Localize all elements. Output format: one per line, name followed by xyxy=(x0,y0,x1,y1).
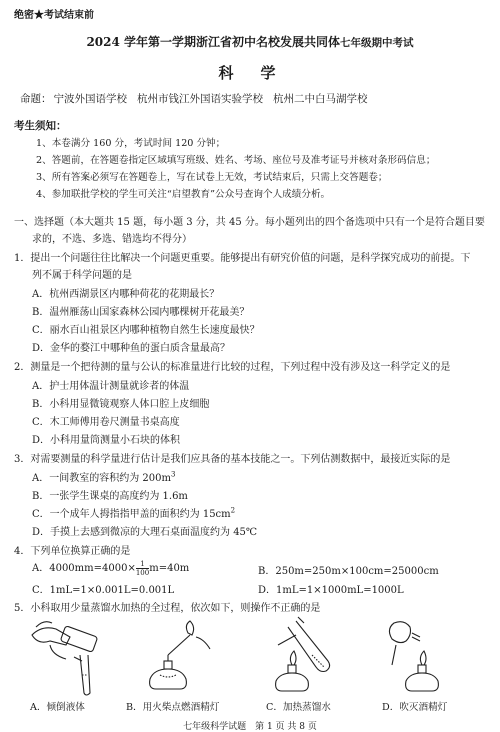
subject-title: 科 学 xyxy=(218,64,282,82)
question-1-option-b: B．温州雁荡山国家森林公园内哪棵树开花最美？ xyxy=(32,307,250,318)
exam-title-grade: 七年级期中考试 xyxy=(340,37,414,49)
question-1-stem-cont: 列不属于科学问题的是 xyxy=(32,270,132,281)
note-item: 2、答题前，在答题卷指定区域填写班级、姓名、考场、座位号及准考证号并核对条形码信息； xyxy=(36,155,436,166)
option-text: C．一个成年人拇指指甲盖的面积约为 15cm xyxy=(32,509,231,520)
question-3-option-c xyxy=(32,505,235,520)
heating-water-figure xyxy=(268,615,348,697)
question-1-option-c: C．丽水百山祖景区内哪种植物自然生长速度最快？ xyxy=(32,325,260,336)
pouring-liquid-figure xyxy=(22,615,112,697)
question-4-option-d: D．1mL=1×1000mL=1000L xyxy=(258,585,404,596)
author-school-3: 杭州二中白马湖学校 xyxy=(273,93,368,105)
figure-label-c: C．加热蒸馏水 xyxy=(266,702,331,713)
question-2-option-a: A．护士用体温计测量就诊者的体温 xyxy=(32,381,190,392)
notes-title: 考生须知： xyxy=(14,120,67,132)
option-sup: 3 xyxy=(170,470,176,479)
light-alcohol-lamp-figure xyxy=(138,615,218,697)
section-heading: 一、选择题（本大题共 15 题，每小题 3 分，共 45 分。每小题列出的四个备选项中只有一个是符合题目要 xyxy=(14,217,485,228)
author-school-2: 杭州市钱江外国语实验学校 xyxy=(137,93,263,105)
question-4-stem: 4．下列单位换算正确的是 xyxy=(14,546,131,557)
note-item: 1、本卷满分 160 分，考试时间 120 分钟； xyxy=(36,138,226,149)
fraction-numerator: 1 xyxy=(140,560,145,568)
question-2-option-c: C．木工师傅用卷尺测量书桌高度 xyxy=(32,417,180,428)
option-sup: 2 xyxy=(230,506,236,515)
figure-label-b: B．用火柴点燃酒精灯 xyxy=(126,702,220,713)
question-4-option-c: C．1mL=1×0.001L=0.001L xyxy=(32,585,175,596)
secret-label: 绝密★考试结束前 xyxy=(14,10,94,21)
question-5-stem: 5．小科取用少量蒸馏水加热的全过程，依次如下，则操作不正确的是 xyxy=(14,603,321,614)
figure-label-d: D．吹灭酒精灯 xyxy=(382,702,448,713)
note-item: 4、参加联批学校的学生可关注“启望教育”公众号查询个人成绩分析。 xyxy=(36,189,331,200)
page-footer: 七年级科学试题 第 1 页 共 8 页 xyxy=(183,722,317,732)
blow-out-lamp-figure xyxy=(372,615,462,697)
question-3-option-d: D．手摸上去感到微凉的大理石桌面温度约为 45℃ xyxy=(32,527,258,538)
question-1-option-d: D．金华的婺江中哪种鱼的蛋白质含量最高？ xyxy=(32,343,231,354)
question-3-option-a xyxy=(32,469,175,484)
author-school-1: 宁波外国语学校 xyxy=(53,93,127,105)
section-heading-cont: 求的，不选、多选、错选均不得分） xyxy=(32,234,192,245)
figure-label-a: A．倾倒液体 xyxy=(30,702,85,713)
question-4-option-b: B．250m=250m×100cm=25000cm xyxy=(258,566,439,577)
question-3-stem: 3．对需要测量的科学量进行估计是我们应具备的基本技能之一。下列估测数据中，最接近实际的是 xyxy=(14,454,451,465)
question-2-stem: 2．测量是一个把待测的量与公认的标准量进行比较的过程，下列过程中没有涉及这一科学定义的是 xyxy=(14,362,451,373)
question-1-stem: 1．提出一个问题往往比解决一个问题更重要。能够提出有研究价值的问题，是科学探究成功的前提。下 xyxy=(14,253,471,264)
author-label: 命题： xyxy=(20,93,52,105)
author-line xyxy=(20,91,480,106)
question-3-option-b: B．一张学生课桌的高度约为 1.6m xyxy=(32,491,188,502)
exam-title-main: 2024 学年第一学期浙江省初中名校发展共同体 xyxy=(86,35,341,49)
option-text: A．一间教室的容积约为 200m xyxy=(32,473,171,484)
fraction xyxy=(136,560,149,577)
question-2-option-d: D．小科用量筒测量小石块的体积 xyxy=(32,435,181,446)
question-4-option-a xyxy=(32,559,189,577)
option-text: A．4000mm=4000× xyxy=(32,563,136,574)
question-1-option-a: A．杭州西湖景区内哪种荷花的花期最长？ xyxy=(32,289,220,300)
note-item: 3、所有答案必须写在答题卷上，写在试卷上无效，考试结束后，只需上交答题卷； xyxy=(36,172,388,183)
option-text: m=40m xyxy=(149,563,190,574)
fraction-denominator: 100 xyxy=(135,569,150,577)
exam-title xyxy=(0,33,500,50)
question-2-option-b: B．小科用显微镜观察人体口腔上皮细胞 xyxy=(32,399,210,410)
